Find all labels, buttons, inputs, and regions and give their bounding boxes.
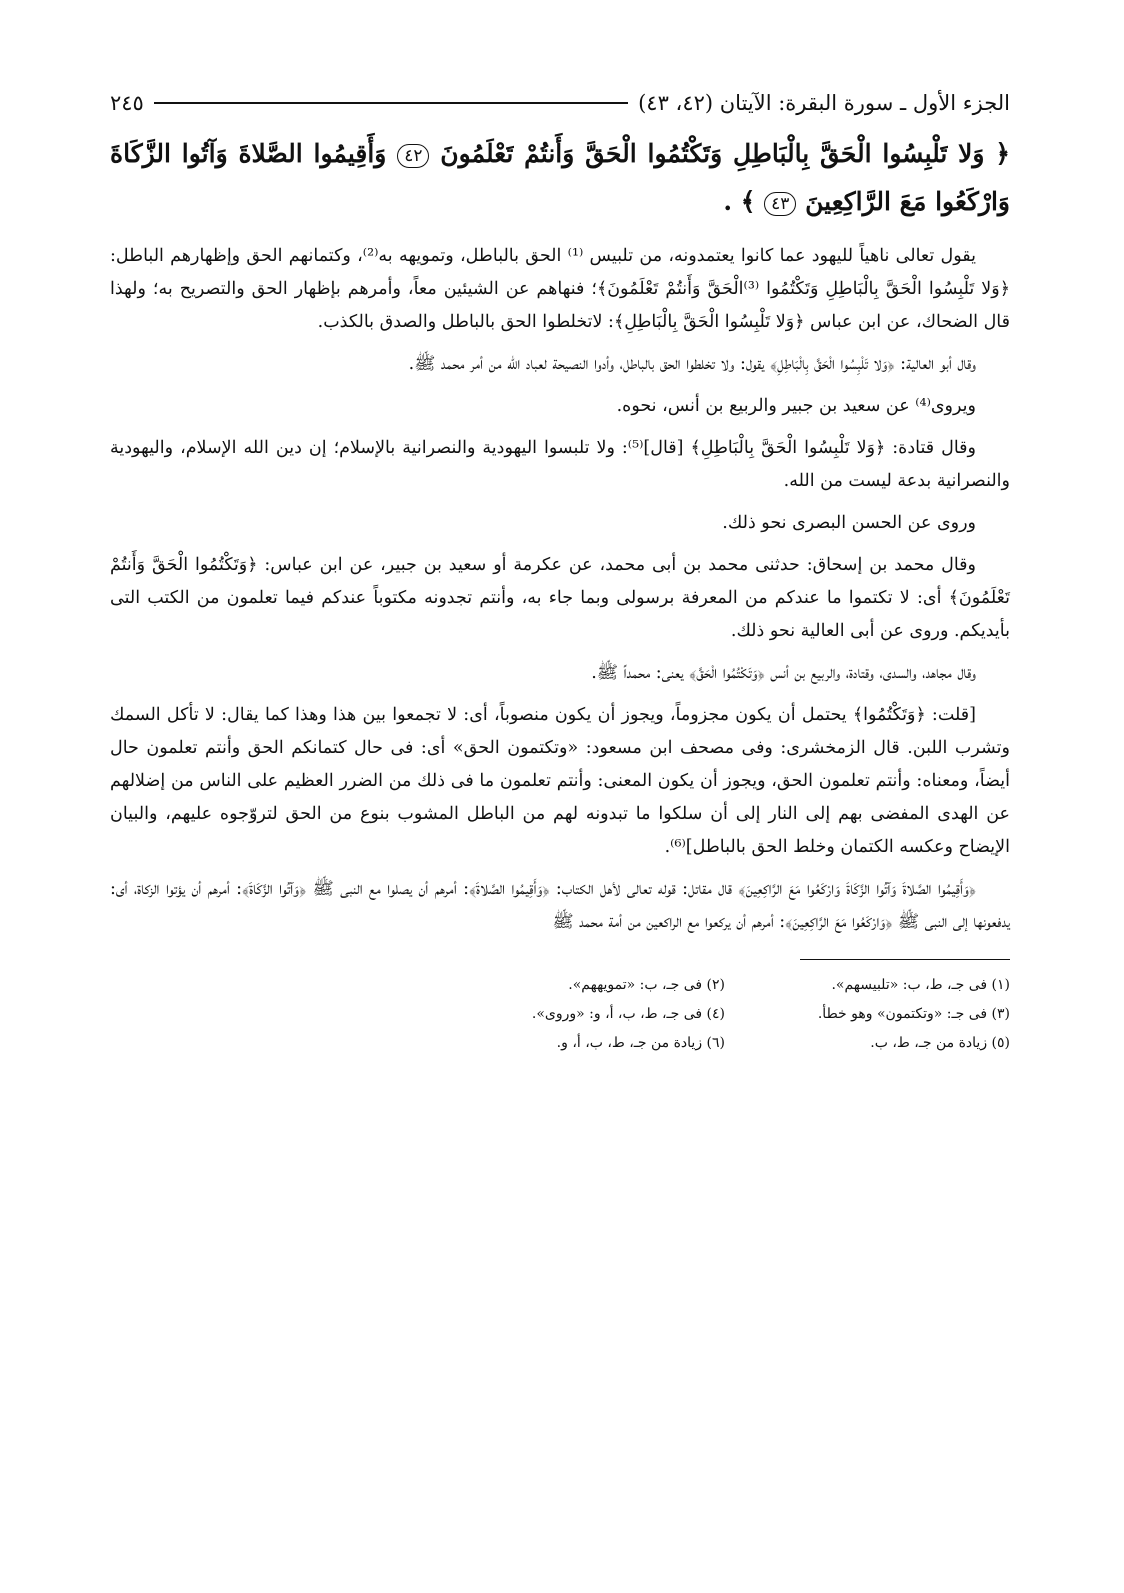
footnote-1: (١) فى جـ، ط، ب: «تلبيسهم». bbox=[831, 977, 1010, 993]
footnote-6: (٦) زيادة من جـ، ط، ب، أ، و. bbox=[556, 1035, 725, 1051]
page-number: ٢٤٥ bbox=[110, 91, 144, 115]
verse-text-3: ﴾ . bbox=[723, 187, 756, 216]
footnote-separator bbox=[800, 959, 1010, 960]
verse-number-42: ٤٢ bbox=[397, 144, 429, 168]
paragraph: ويروى⁽⁴⁾ عن سعيد بن جبير والربيع بن أنس، نحوه. bbox=[616, 396, 976, 416]
footnote-3: (٣) فى جـ: «وتكتمون» وهو خطأ. bbox=[817, 1006, 1010, 1022]
paragraph: ﴿وَأَقِيمُوا الصَّلاةَ وَآتُوا الزَّكَاةَ وَارْكَعُوا مَعَ الرَّاكِعِينَ﴾ قال مقاتل: قوله تعالى لأهل الكتاب: ﴿وَأَقِيمُوا الصَّلاةَ﴾: أمرهم أن يصلوا مع النبى ﷺ ﴿وَآتُوا الزَّكَاةَ﴾: أمرهم أن يؤتوا الزكاة، أى: يدفعونها إلى النبى ﷺ ﴿وَارْكَعُوا مَعَ الرَّاكِعِينَ﴾: أمرهم أن يركعوا مع الراكعين من أمة محمد ﷺ bbox=[110, 879, 1010, 932]
header-rule bbox=[154, 102, 628, 104]
paragraph: وروى عن الحسن البصرى نحو ذلك. bbox=[722, 513, 976, 533]
header-title: الجزء الأول ـ سورة البقرة: الآيتان (٤٢، ٤٣) bbox=[638, 91, 1010, 115]
verse-text-1: ﴿ وَلا تَلْبِسُوا الْحَقَّ بِالْبَاطِلِ وَتَكْتُمُوا الْحَقَّ وَأَنتُمْ تَعْلَمُونَ bbox=[440, 139, 1010, 168]
footnotes bbox=[470, 972, 1010, 1056]
paragraph: [قلت: ﴿وَتَكْتُمُوا﴾ يحتمل أن يكون مجزوماً، ويجوز أن يكون منصوباً، أى: لا تجمعوا بين هذا وهذا كما يقال: لا تأكل السمك وتشرب اللبن. قال الزمخشرى: وفى مصحف ابن مسعود: «وتكتمون الحق» أى: فى حال كتمانكم الحق وأنتم تعلمون حال أيضاً، ومعناه: وأنتم تعلمون الحق، ويجوز أن يكون المعنى: وأنتم تعلمون ما فى ذلك من الضرر العظيم على الناس من إضلالهم عن الهدى المفضى بهم إلى النار إلى أن سلكوا ما تبدونه لهم من الباطل المشوب بنوع من الحق لتروّجوه عليهم، والبيان الإيضاح وعكسه الكتمان وخلط الحق بالباطل]⁽⁶⁾. bbox=[110, 705, 1010, 857]
paragraph: وقال محمد بن إسحاق: حدثنى محمد بن أبى محمد، عن عكرمة أو سعيد بن جبير، عن ابن عباس: ﴿وَتَكْتُمُوا الْحَقَّ وَأَنتُمْ تَعْلَمُونَ﴾ أى: لا تكتموا ما عندكم من المعرفة برسولى وبما جاء به، وأنتم تجدونه مكتوباً عندكم فيما تعلمون من الكتب التى بأيديكم. وروى عن أبى العالية نحو ذلك. bbox=[110, 555, 1010, 641]
paragraph: يقول تعالى ناهياً لليهود عما كانوا يعتمدونه، من تلبيس ⁽¹⁾ الحق بالباطل، وتمويهه به⁽²⁾، وكتمانهم الحق وإظهارهم الباطل: ﴿وَلا تَلْبِسُوا الْحَقَّ بِالْبَاطِلِ وَتَكْتُمُوا ⁽³⁾الْحَقَّ وَأَنتُمْ تَعْلَمُونَ﴾؛ فنهاهم عن الشيئين معاً، وأمرهم بإظهار الحق والتصريح به؛ ولهذا قال الضحاك، عن ابن عباس ﴿وَلا تَلْبِسُوا الْحَقَّ بِالْبَاطِلِ﴾: لاتخلطوا الحق بالباطل والصدق بالكذب. bbox=[110, 246, 1010, 332]
running-header bbox=[110, 86, 1010, 120]
paragraph: وقال مجاهد، والسدى، وقتادة، والربيع بن أنس ﴿وَتَكْتُمُوا الْحَقَّ﴾ يعنى: محمداً ﷺ. bbox=[591, 663, 976, 683]
paragraph: وقال أبو العالية: ﴿وَلا تَلْبِسُوا الْحَقَّ بِالْبَاطِلِ﴾ يقول: ولا تخلطوا الحق بالباطل، وأدوا النصيحة لعباد الله من أمر محمد ﷺ. bbox=[408, 354, 976, 374]
verse-text-2: وَأَقِيمُوا الصَّلاةَ وَآتُوا الزَّكَاةَ وَارْكَعُوا مَعَ الرَّاكِعِينَ bbox=[110, 139, 1010, 216]
verse-number-43: ٤٣ bbox=[764, 192, 796, 216]
quran-verse bbox=[110, 130, 1010, 226]
paragraph: وقال قتادة: ﴿وَلا تَلْبِسُوا الْحَقَّ بِالْبَاطِلِ﴾ [قال]⁽⁵⁾: ولا تلبسوا اليهودية والنصرانية بالإسلام؛ إن دين الله الإسلام، واليهودية والنصرانية بدعة ليست من الله. bbox=[110, 438, 1010, 491]
commentary-body bbox=[110, 240, 1010, 939]
footnote-5: (٥) زيادة من جـ، ط، ب. bbox=[870, 1035, 1010, 1051]
footnote-2: (٢) فى جـ، ب: «تمويههم». bbox=[568, 977, 725, 993]
footnote-4: (٤) فى جـ، ط، ب، أ، و: «وروى». bbox=[531, 1006, 725, 1022]
